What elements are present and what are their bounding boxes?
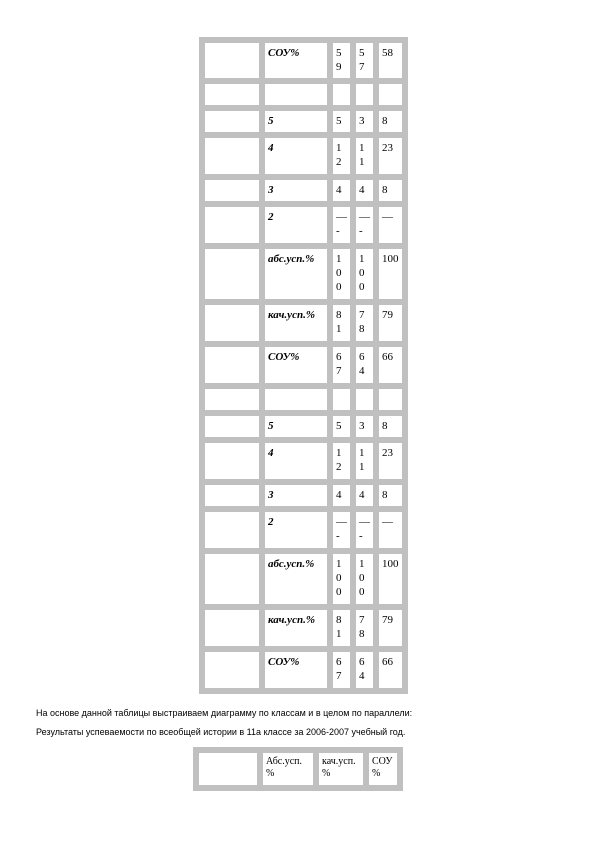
narrow-value-cell: 1 0 0 — [330, 551, 353, 607]
results-table-body — [202, 40, 405, 691]
narrow-value-cell: 4 — [330, 482, 353, 509]
row-label-cell: 5 — [262, 108, 330, 135]
total-value-cell: 8 — [376, 177, 405, 204]
total-value-cell: 23 — [376, 135, 405, 177]
narrow-value-cell: 1 2 — [330, 135, 353, 177]
row-label-cell: 2 — [262, 509, 330, 551]
total-value-cell: 8 — [376, 413, 405, 440]
empty-cell — [202, 108, 262, 135]
narrow-value-cell: 1 0 0 — [353, 246, 376, 302]
row-label-cell — [262, 386, 330, 413]
table-row — [202, 607, 405, 649]
summary-header-cell: Абс.усп. % — [260, 750, 316, 788]
table-row — [202, 108, 405, 135]
summary-header-cell: СОУ % — [366, 750, 400, 788]
narrow-value-cell: — - — [330, 204, 353, 246]
empty-cell — [202, 551, 262, 607]
narrow-value-cell: 1 0 0 — [330, 246, 353, 302]
empty-cell — [202, 204, 262, 246]
narrow-value-cell: 5 — [330, 413, 353, 440]
row-label-cell: 4 — [262, 440, 330, 482]
narrow-value-cell: 6 4 — [353, 344, 376, 386]
empty-cell — [202, 135, 262, 177]
table-row — [202, 509, 405, 551]
empty-cell — [202, 440, 262, 482]
narrow-value-cell — [330, 386, 353, 413]
narrow-value-cell — [330, 81, 353, 108]
narrow-value-cell: — - — [353, 509, 376, 551]
narrow-value-cell: 4 — [353, 482, 376, 509]
narrow-value-cell: 5 7 — [353, 40, 376, 81]
empty-cell — [202, 649, 262, 691]
total-value-cell — [376, 81, 405, 108]
total-value-cell: 100 — [376, 246, 405, 302]
narrow-value-cell: 1 1 — [353, 440, 376, 482]
summary-header-cell — [196, 750, 260, 788]
results-table — [199, 37, 408, 694]
narrow-value-cell: — - — [330, 509, 353, 551]
narrow-value-cell: 6 4 — [353, 649, 376, 691]
narrow-value-cell: 5 9 — [330, 40, 353, 81]
table-row — [202, 81, 405, 108]
total-value-cell — [376, 386, 405, 413]
total-value-cell: — — [376, 204, 405, 246]
paragraph-diagram-intro: На основе данной таблицы выстраиваем диаграмму по классам и в целом по параллели: — [36, 708, 413, 718]
empty-cell — [202, 386, 262, 413]
total-value-cell: 66 — [376, 649, 405, 691]
narrow-value-cell: 1 0 0 — [353, 551, 376, 607]
table-row — [202, 344, 405, 386]
table-row — [202, 40, 405, 81]
narrow-value-cell — [353, 386, 376, 413]
empty-cell — [202, 81, 262, 108]
row-label-cell: абс.усп.% — [262, 246, 330, 302]
narrow-value-cell — [353, 81, 376, 108]
total-value-cell: 58 — [376, 40, 405, 81]
narrow-value-cell: — - — [353, 204, 376, 246]
row-label-cell: 4 — [262, 135, 330, 177]
empty-cell — [202, 246, 262, 302]
total-value-cell: 100 — [376, 551, 405, 607]
total-value-cell: 23 — [376, 440, 405, 482]
empty-cell — [202, 40, 262, 81]
table-row — [202, 482, 405, 509]
table-row — [202, 551, 405, 607]
table-row — [202, 386, 405, 413]
narrow-value-cell: 6 7 — [330, 649, 353, 691]
table-row — [202, 440, 405, 482]
narrow-value-cell: 7 8 — [353, 302, 376, 344]
total-value-cell: 79 — [376, 302, 405, 344]
summary-header-row — [196, 750, 400, 788]
narrow-value-cell: 6 7 — [330, 344, 353, 386]
row-label-cell: абс.усп.% — [262, 551, 330, 607]
narrow-value-cell: 5 — [330, 108, 353, 135]
summary-header-cell: кач.усп. % — [316, 750, 366, 788]
total-value-cell: 66 — [376, 344, 405, 386]
empty-cell — [202, 177, 262, 204]
narrow-value-cell: 4 — [353, 177, 376, 204]
table-row — [202, 302, 405, 344]
table-row — [202, 135, 405, 177]
narrow-value-cell: 3 — [353, 413, 376, 440]
summary-table — [193, 747, 403, 791]
table-row — [202, 413, 405, 440]
row-label-cell: кач.усп.% — [262, 302, 330, 344]
table-row — [202, 177, 405, 204]
table-row — [202, 649, 405, 691]
paragraph-results-caption: Результаты успеваемости по всеобщей истории в 11а классе за 2006-2007 учебный год. — [36, 727, 406, 737]
empty-cell — [202, 509, 262, 551]
empty-cell — [202, 344, 262, 386]
empty-cell — [202, 607, 262, 649]
narrow-value-cell: 1 1 — [353, 135, 376, 177]
row-label-cell — [262, 81, 330, 108]
narrow-value-cell: 4 — [330, 177, 353, 204]
narrow-value-cell: 1 2 — [330, 440, 353, 482]
empty-cell — [202, 413, 262, 440]
total-value-cell: — — [376, 509, 405, 551]
narrow-value-cell: 3 — [353, 108, 376, 135]
row-label-cell: кач.усп.% — [262, 607, 330, 649]
row-label-cell: СОУ% — [262, 40, 330, 81]
row-label-cell: 5 — [262, 413, 330, 440]
total-value-cell: 79 — [376, 607, 405, 649]
table-row — [202, 204, 405, 246]
row-label-cell: 2 — [262, 204, 330, 246]
table-row — [202, 246, 405, 302]
empty-cell — [202, 302, 262, 344]
empty-cell — [202, 482, 262, 509]
total-value-cell: 8 — [376, 108, 405, 135]
row-label-cell: СОУ% — [262, 344, 330, 386]
row-label-cell: 3 — [262, 482, 330, 509]
narrow-value-cell: 7 8 — [353, 607, 376, 649]
row-label-cell: СОУ% — [262, 649, 330, 691]
row-label-cell: 3 — [262, 177, 330, 204]
total-value-cell: 8 — [376, 482, 405, 509]
narrow-value-cell: 8 1 — [330, 302, 353, 344]
narrow-value-cell: 8 1 — [330, 607, 353, 649]
